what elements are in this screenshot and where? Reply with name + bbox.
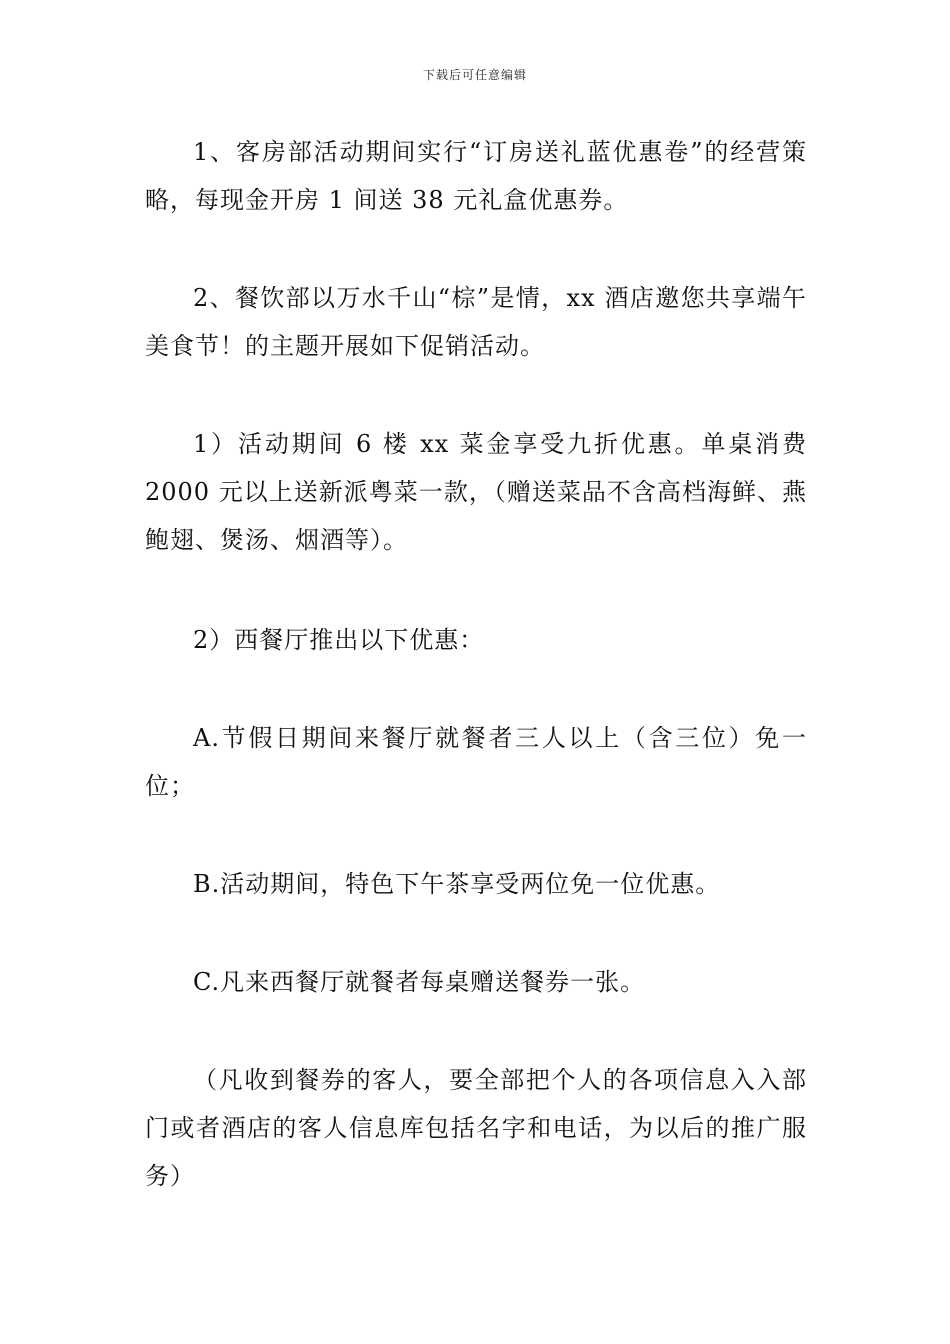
paragraph-sixth-floor-discount: 1）活动期间 6 楼 xx 菜金享受九折优惠。单桌消费 2000 元以上送新派粤菜一款，（赠送菜品不含高档海鲜、燕鲍翅、煲汤、烟酒等）。: [145, 430, 807, 554]
page-header-note: 下载后可任意编辑: [422, 68, 527, 82]
paragraph-offer-c: C.凡来西餐厅就餐者每桌赠送餐券一张。: [193, 968, 646, 996]
paragraph-offer-b: B.活动期间，特色下午茶享受两位免一位优惠。: [193, 870, 721, 898]
document-body: [145, 128, 807, 1200]
paragraph-offer-a: A.节假日期间来餐厅就餐者三人以上（含三位）免一位；: [145, 724, 807, 800]
paragraph-catering-department: 2、餐饮部以万水千山“棕”是情，xx 酒店邀您共享端午美食节！的主题开展如下促销活动。: [145, 284, 807, 360]
paragraph-coupon-note: （凡收到餐券的客人，要全部把个人的各项信息入入部门或者酒店的客人信息库包括名字和电话，为以后的推广服务）: [145, 1066, 807, 1190]
paragraph-western-restaurant: 2）西餐厅推出以下优惠：: [193, 626, 485, 654]
paragraph-room-department: 1、客房部活动期间实行“订房送礼蓝优惠卷”的经营策略，每现金开房 1 间送 38 元礼盒优惠券。: [145, 138, 807, 214]
